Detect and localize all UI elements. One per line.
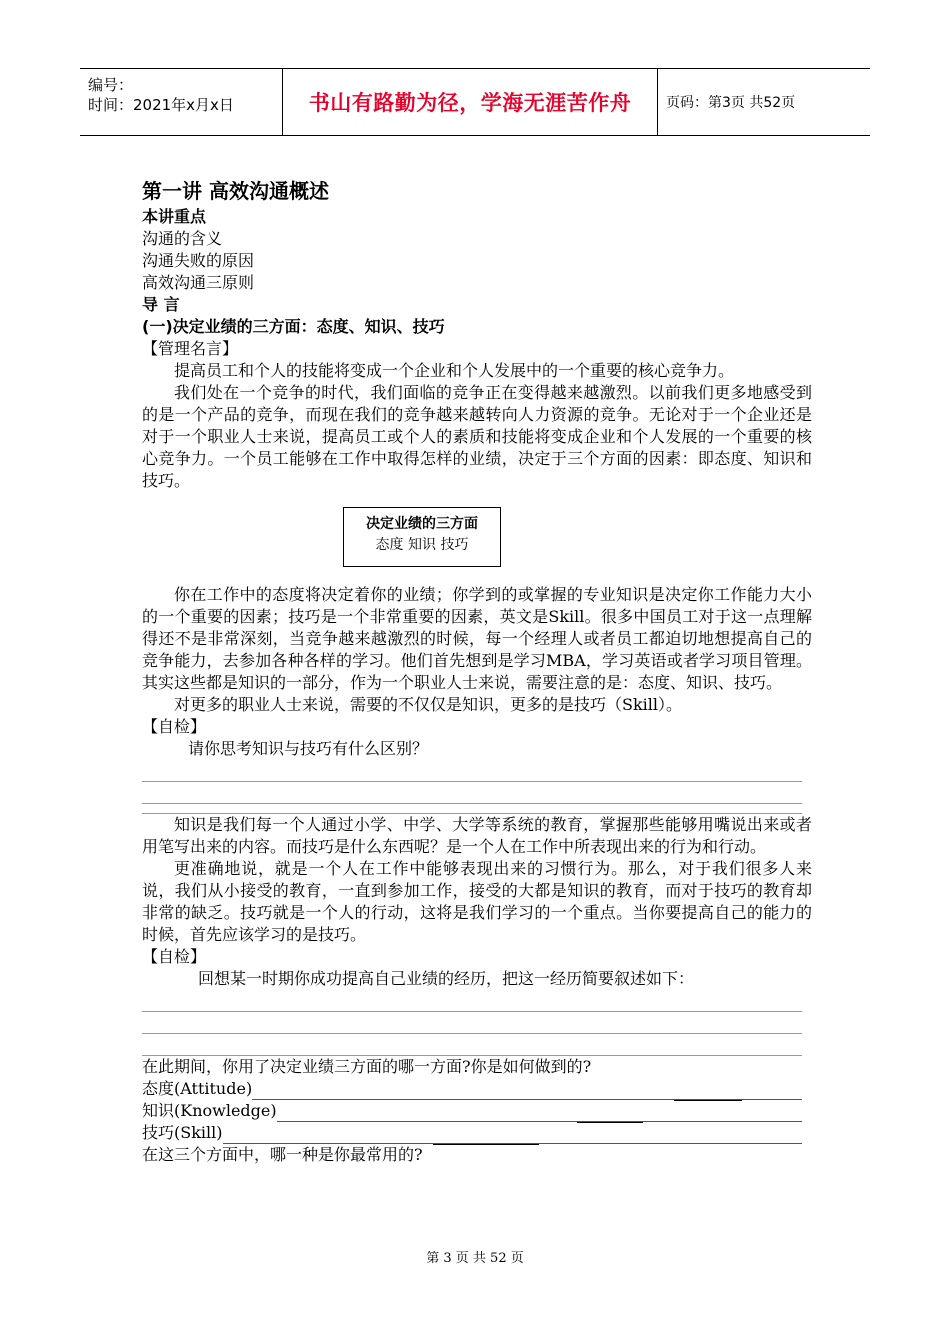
page-header	[80, 68, 870, 136]
section-heading: (一)决定业绩的三方面：态度、知识、技巧	[142, 317, 445, 336]
selfcheck-tag: 【自检】	[142, 717, 207, 736]
answer-line[interactable]	[142, 760, 802, 782]
header-motto: 书山有路勤为径，学海无涯苦作舟	[283, 69, 658, 135]
lecture-title: 第一讲 高效沟通概述	[142, 179, 329, 203]
intro-heading: 导 言	[142, 295, 180, 314]
attitude-row	[142, 1078, 812, 1100]
selfcheck-question: 请你思考知识与技巧有什么区别？	[188, 739, 429, 758]
answer-line[interactable]	[142, 990, 802, 1012]
skill-label: 技巧(Skill)	[142, 1123, 223, 1142]
figure-area	[142, 492, 812, 584]
attitude-answer-line[interactable]	[252, 1082, 802, 1100]
paragraph: 更准确地说，就是一个人在工作中能够表现出来的习惯行为。那么，对于我们很多人来说，我们从小接受的教育，一直到参加工作，接受的大都是知识的教育，而对于技巧的教育却非常的缺乏。技巧就是一个人的行动，这将是我们学习的一个重点。当你要提高自己的能力的时候，首先应该学习的是技巧。	[142, 859, 812, 944]
header-meta	[80, 69, 283, 135]
document-body	[142, 176, 812, 1166]
answer-line[interactable]	[142, 804, 802, 814]
answer-line[interactable]	[142, 1012, 802, 1034]
key-point-item: 沟通的含义	[142, 229, 223, 248]
period-question: 在此期间，你用了决定业绩三方面的哪一方面?你是如何做到的?	[142, 1057, 592, 1076]
attitude-label: 态度(Attitude)	[142, 1079, 253, 1098]
answer-line[interactable]	[142, 782, 802, 804]
paragraph: 你在工作中的态度将决定着你的业绩；你学到的或掌握的专业知识是决定你工作能力大小的一个重要的因素；技巧是一个非常重要的因素，英文是Skill。很多中国员工对于这一点理解得还不是非常深刻，当竞争越来越激烈的时候，每一个经理人或者员工都迫切地想提高自己的竞争能力，去参加各种各样的学习。他们首先想到是学习MBA，学习英语或者学习项目管理。其实这些都是知识的一部分，作为一个职业人士来说，需要注意的是：态度、知识、技巧。	[142, 585, 812, 692]
box-items: 态度 知识 技巧	[375, 537, 469, 553]
quote-tag: 【管理名言】	[142, 339, 239, 358]
document-time: 时间：2021年x月x日	[88, 96, 234, 114]
quote-text: 提高员工和个人的技能将变成一个企业和个人发展中的一个重要的核心竞争力。	[174, 361, 735, 380]
key-point-item: 沟通失败的原因	[142, 251, 255, 270]
paragraph: 我们处在一个竞争的时代，我们面临的竞争正在变得越来越激烈。以前我们更多地感受到的是一个产品的竞争，而现在我们的竞争越来越转向人力资源的竞争。无论对于一个企业还是对于一个职业人士来说，提高员工或个人的素质和技能将变成企业和个人发展的一个重要的核心竞争力。一个员工能够在工作中取得怎样的业绩，决定于三个方面的因素：即态度、知识和技巧。	[142, 383, 812, 490]
final-question: 在这三个方面中，哪一种是你最常用的?	[142, 1145, 423, 1164]
paragraph: 对更多的职业人士来说，需要的不仅仅是知识，更多的是技巧（Skill）。	[174, 695, 683, 714]
key-point-item: 高效沟通三原则	[142, 273, 255, 292]
page-footer: 第 3 页 共 52 页	[426, 1251, 524, 1266]
knowledge-row	[142, 1100, 812, 1122]
key-points-heading: 本讲重点	[142, 207, 207, 226]
selfcheck-tag: 【自检】	[142, 947, 207, 966]
skill-answer-line[interactable]	[223, 1126, 803, 1144]
selfcheck-question: 回想某一时期你成功提高自己业绩的经历，把这一经历简要叙述如下：	[198, 969, 695, 988]
knowledge-answer-line[interactable]	[277, 1104, 802, 1122]
header-page-info: 页码：第3页 共52页	[666, 95, 796, 111]
skill-row	[142, 1122, 812, 1144]
answer-line[interactable]	[142, 1034, 802, 1056]
three-factors-box	[343, 507, 501, 567]
box-title: 决定业绩的三方面	[366, 516, 478, 532]
paragraph: 知识是我们每一个人通过小学、中学、大学等系统的教育，掌握那些能够用嘴说出来或者用笔写出来的内容。而技巧是什么东西呢？是一个人在工作中所表现出来的行为和行动。	[142, 815, 812, 856]
knowledge-label: 知识(Knowledge)	[142, 1101, 277, 1120]
document-number-label: 编号：	[88, 76, 134, 94]
